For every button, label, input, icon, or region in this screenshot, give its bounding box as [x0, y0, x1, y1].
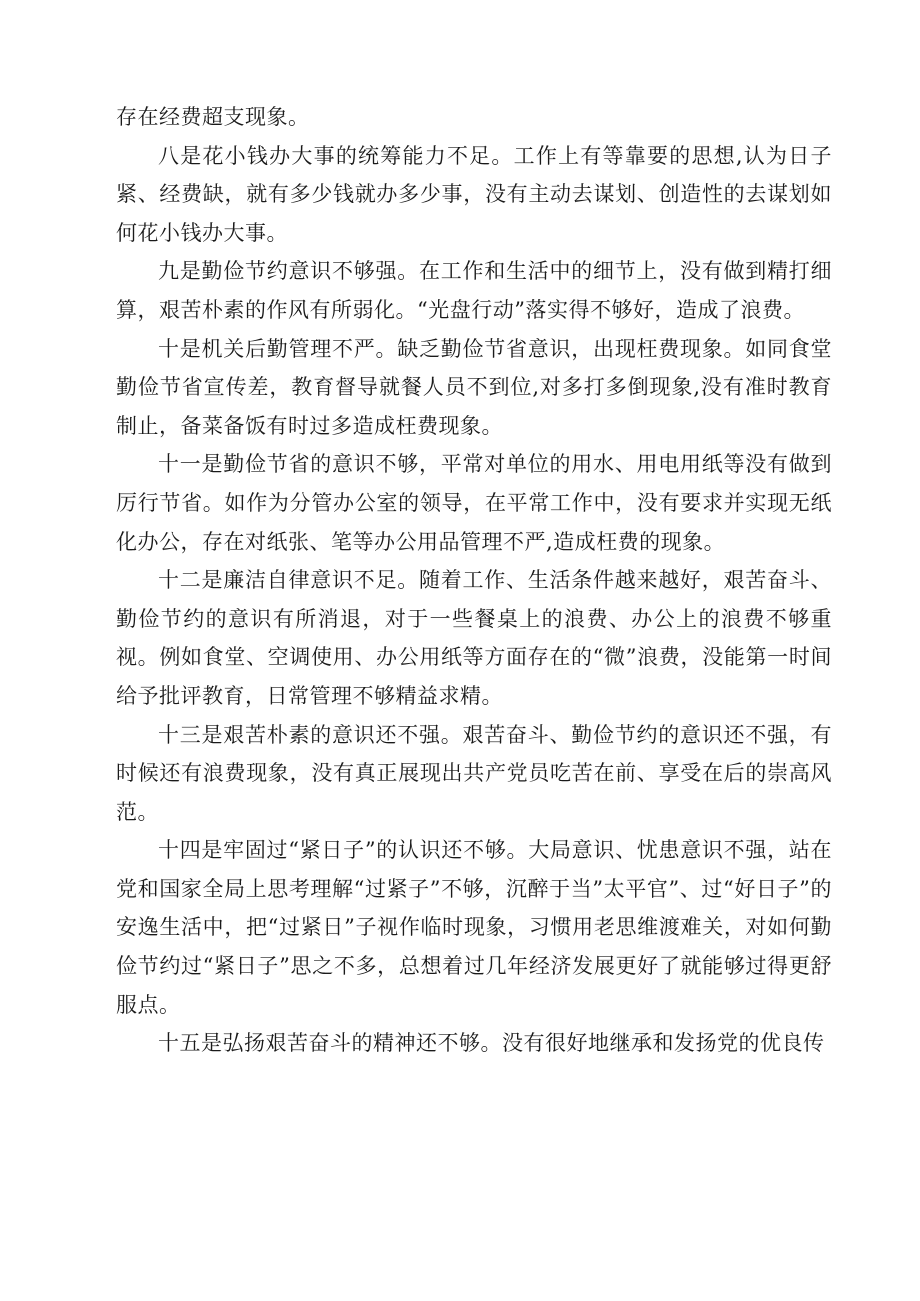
paragraph-item-14: 十四是牢固过“紧日子”的认识还不够。大局意识、忧患意识不强，站在党和国家全局上思考理解“过紧子”不够，沉醉于当”太平官”、过“好日子”的安逸生活中，把“过紧日”子视作临时现象，习惯用老思维渡难关，对如何勤俭节约过“紧日子”思之不多，总想着过几年经济发展更好了就能够过得更舒服点。: [116, 838, 832, 1017]
paragraph-item-8: 八是花小钱办大事的统筹能力不足。工作上有等靠要的思想,认为日子紧、经费缺，就有多少钱就办多少事，没有主动去谋划、创造性的去谋划如何花小钱办大事。: [116, 143, 832, 245]
paragraph-item-15: 十五是弘扬艰苦奋斗的精神还不够。没有很好地继承和发扬党的优良传: [158, 1031, 825, 1056]
paragraph-continued: 存在经费超支现象。: [116, 105, 310, 129]
paragraph-item-13: 十三是艰苦朴素的意识还不强。艰苦奋斗、勤俭节约的意识还不强，有时候还有浪费现象，没有真正展现出共产党员吃苦在前、享受在后的崇高风范。: [116, 722, 832, 824]
paragraph-item-9: 九是勤俭节约意识不够强。在工作和生活中的细节上，没有做到精打细算，艰苦朴素的作风有所弱化。“光盘行动”落实得不够好，造成了浪费。: [116, 259, 832, 322]
document-body: [116, 98, 832, 1063]
paragraph-item-10: 十是机关后勤管理不严。缺乏勤俭节省意识，出现枉费现象。如同食堂勤俭节省宣传差，教育督导就餐人员不到位,对多打多倒现象,没有准时教育制止，备菜备饭有时过多造成枉费现象。: [116, 336, 832, 438]
paragraph-item-12: 十二是廉洁自律意识不足。随着工作、生活条件越来越好，艰苦奋斗、勤俭节约的意识有所消退，对于一些餐桌上的浪费、办公上的浪费不够重视。例如食堂、空调使用、办公用纸等方面存在的“微”浪费，没能第一时间给予批评教育，日常管理不够精益求精。: [116, 568, 832, 708]
paragraph-item-11: 十一是勤俭节省的意识不够，平常对单位的用水、用电用纸等没有做到厉行节省。如作为分管办公室的领导，在平常工作中，没有要求并实现无纸化办公，存在对纸张、笔等办公用品管理不严,造成枉费的现象。: [116, 452, 832, 554]
